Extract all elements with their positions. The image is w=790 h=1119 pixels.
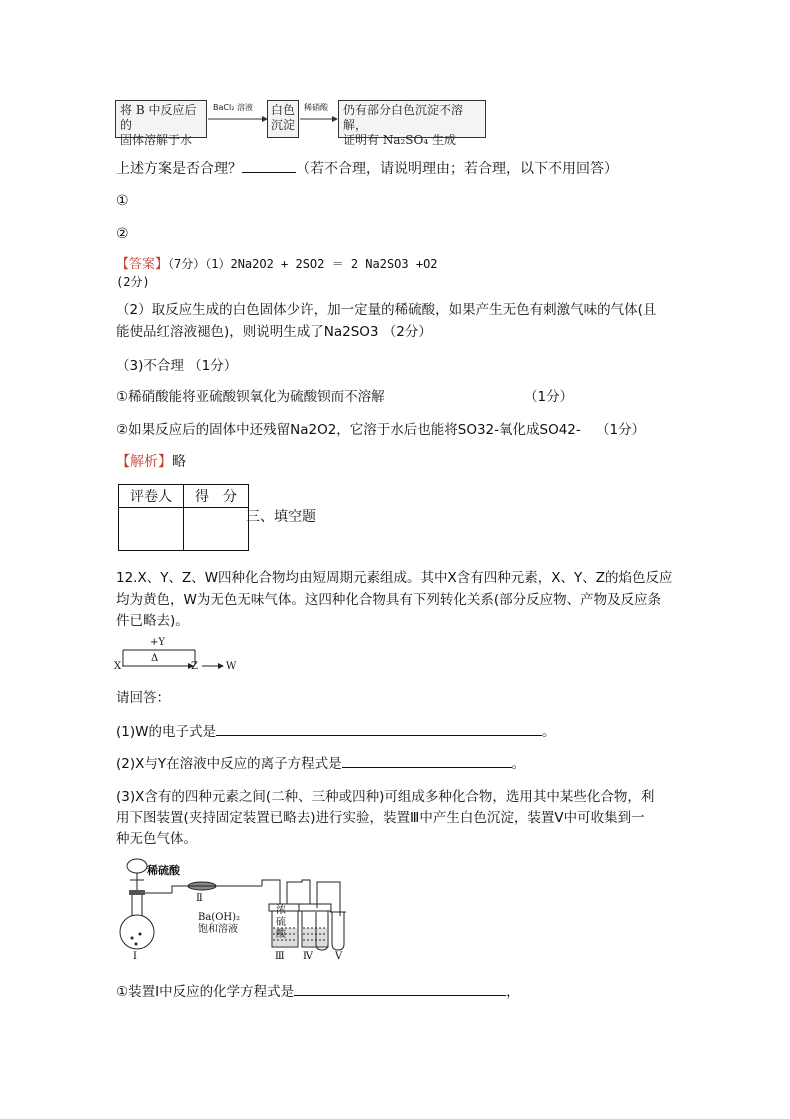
score-table-cell-score	[184, 508, 249, 551]
diagram-delta: Δ	[151, 653, 159, 664]
label-V: Ⅴ	[335, 951, 343, 962]
answer-line-1: 【答案】（7分）（1）2Na2O2 + 2SO2 ＝ 2 Na2SO3 +O2	[116, 257, 438, 272]
sub-question-3-1: ①装置Ⅰ中反应的化学方程式是 ，	[116, 981, 520, 1002]
arrow-2	[300, 114, 338, 124]
sub-question-3a: (3)X含有的四种元素之间(二种、三种或四种)可组成多种化合物，选用其中某些化合物，利	[116, 789, 655, 805]
q12-line-3: 件已略去)。	[116, 613, 189, 629]
diagram-plus-y: +Y	[150, 637, 165, 648]
score-table-cell-grader	[119, 508, 184, 551]
answer-line-4-score: （1分）	[524, 389, 574, 405]
label-dilute-sulfuric: 稀硫酸	[147, 864, 180, 877]
sub-question-1: (1)W的电子式是 。	[116, 721, 555, 742]
score-table	[118, 484, 249, 551]
score-table-header-grader: 评卷人	[119, 485, 184, 508]
sub-question-2: (2)X与Y在溶液中反应的离子方程式是 。	[116, 753, 525, 774]
answer-line-2b: 能使品红溶液褪色)，则说明生成了Na2SO3 （2分）	[116, 324, 432, 340]
q12-line-2: 均为黄色，W为无色无味气体。这四种化合物具有下列转化关系(部分反应物、产物及反应条	[116, 592, 662, 608]
sub-question-3c: 种无色气体。	[116, 831, 197, 847]
sub3q1-blank	[294, 981, 506, 996]
label-III: Ⅲ	[275, 951, 285, 962]
circle-two: ②	[116, 226, 129, 242]
answer-tag: 【答案】	[116, 257, 169, 272]
flow-box-dissolve: 将 B 中反应后的 固体溶解于水	[115, 100, 207, 138]
label-II: Ⅱ	[196, 893, 203, 904]
diagram-z: Z	[191, 661, 198, 672]
answer-line-5: ②如果反应后的固体中还残留Na2O2，它溶于水后也能将SO32-氧化成SO42-	[116, 422, 581, 438]
answer-line-3: （3)不合理 （1分）	[116, 358, 238, 374]
sub-question-3b: 用下图装置(夹持固定装置已略去)进行实验，装置Ⅲ中产生白色沉淀，装置Ⅴ中可收集到一	[116, 810, 645, 826]
arrow-label-hno3: 稀硝酸	[304, 103, 328, 112]
answer-line-4: ①稀硝酸能将亚硫酸钡氧化为硫酸钡而不溶解	[116, 389, 385, 405]
answer-line-1b: (2分)	[116, 275, 150, 289]
score-table-header-score: 得 分	[184, 485, 249, 508]
label-baoh2: Ba(OH)₂ 饱和溶液	[198, 912, 241, 935]
arrow-label-bacl2: BaCl₂ 溶液	[213, 103, 253, 112]
answer-line-2a: （2）取反应生成的白色固体少许，加一定量的稀硫酸，如果产生无色有刺激气味的气体(且	[116, 302, 657, 318]
analysis-line: 【解析】略	[116, 454, 186, 470]
analysis-tag: 【解析】	[116, 454, 172, 470]
section-title: 三、填空题	[246, 509, 316, 525]
answer-blank	[242, 158, 296, 173]
answer-line-5-score: （1分）	[596, 422, 646, 438]
label-conc-sulfuric: 浓 硫 酸	[276, 905, 286, 940]
sub2-blank	[342, 753, 512, 768]
question-reasonable: 上述方案是否合理？ （若不合理，请说明理由；若合理，以下不用回答）	[116, 158, 618, 179]
sub1-blank	[216, 721, 542, 736]
diagram-x: X	[114, 661, 122, 672]
label-IV: Ⅳ	[303, 951, 313, 962]
circle-one: ①	[116, 193, 129, 209]
flow-box-conclusion: 仍有部分白色沉淀不溶解， 证明有 Na₂SO₄ 生成	[338, 100, 486, 138]
label-I: Ⅰ	[133, 951, 137, 962]
q12-line-1: 12.X、Y、Z、W四种化合物均由短周期元素组成。其中X含有四种元素，X、Y、Z的焰色反应	[116, 570, 673, 586]
please-answer: 请回答：	[116, 690, 170, 706]
flow-box-precipitate: 白色 沉淀	[267, 100, 299, 138]
diagram-w: W	[226, 661, 237, 672]
arrow-1	[208, 114, 268, 124]
